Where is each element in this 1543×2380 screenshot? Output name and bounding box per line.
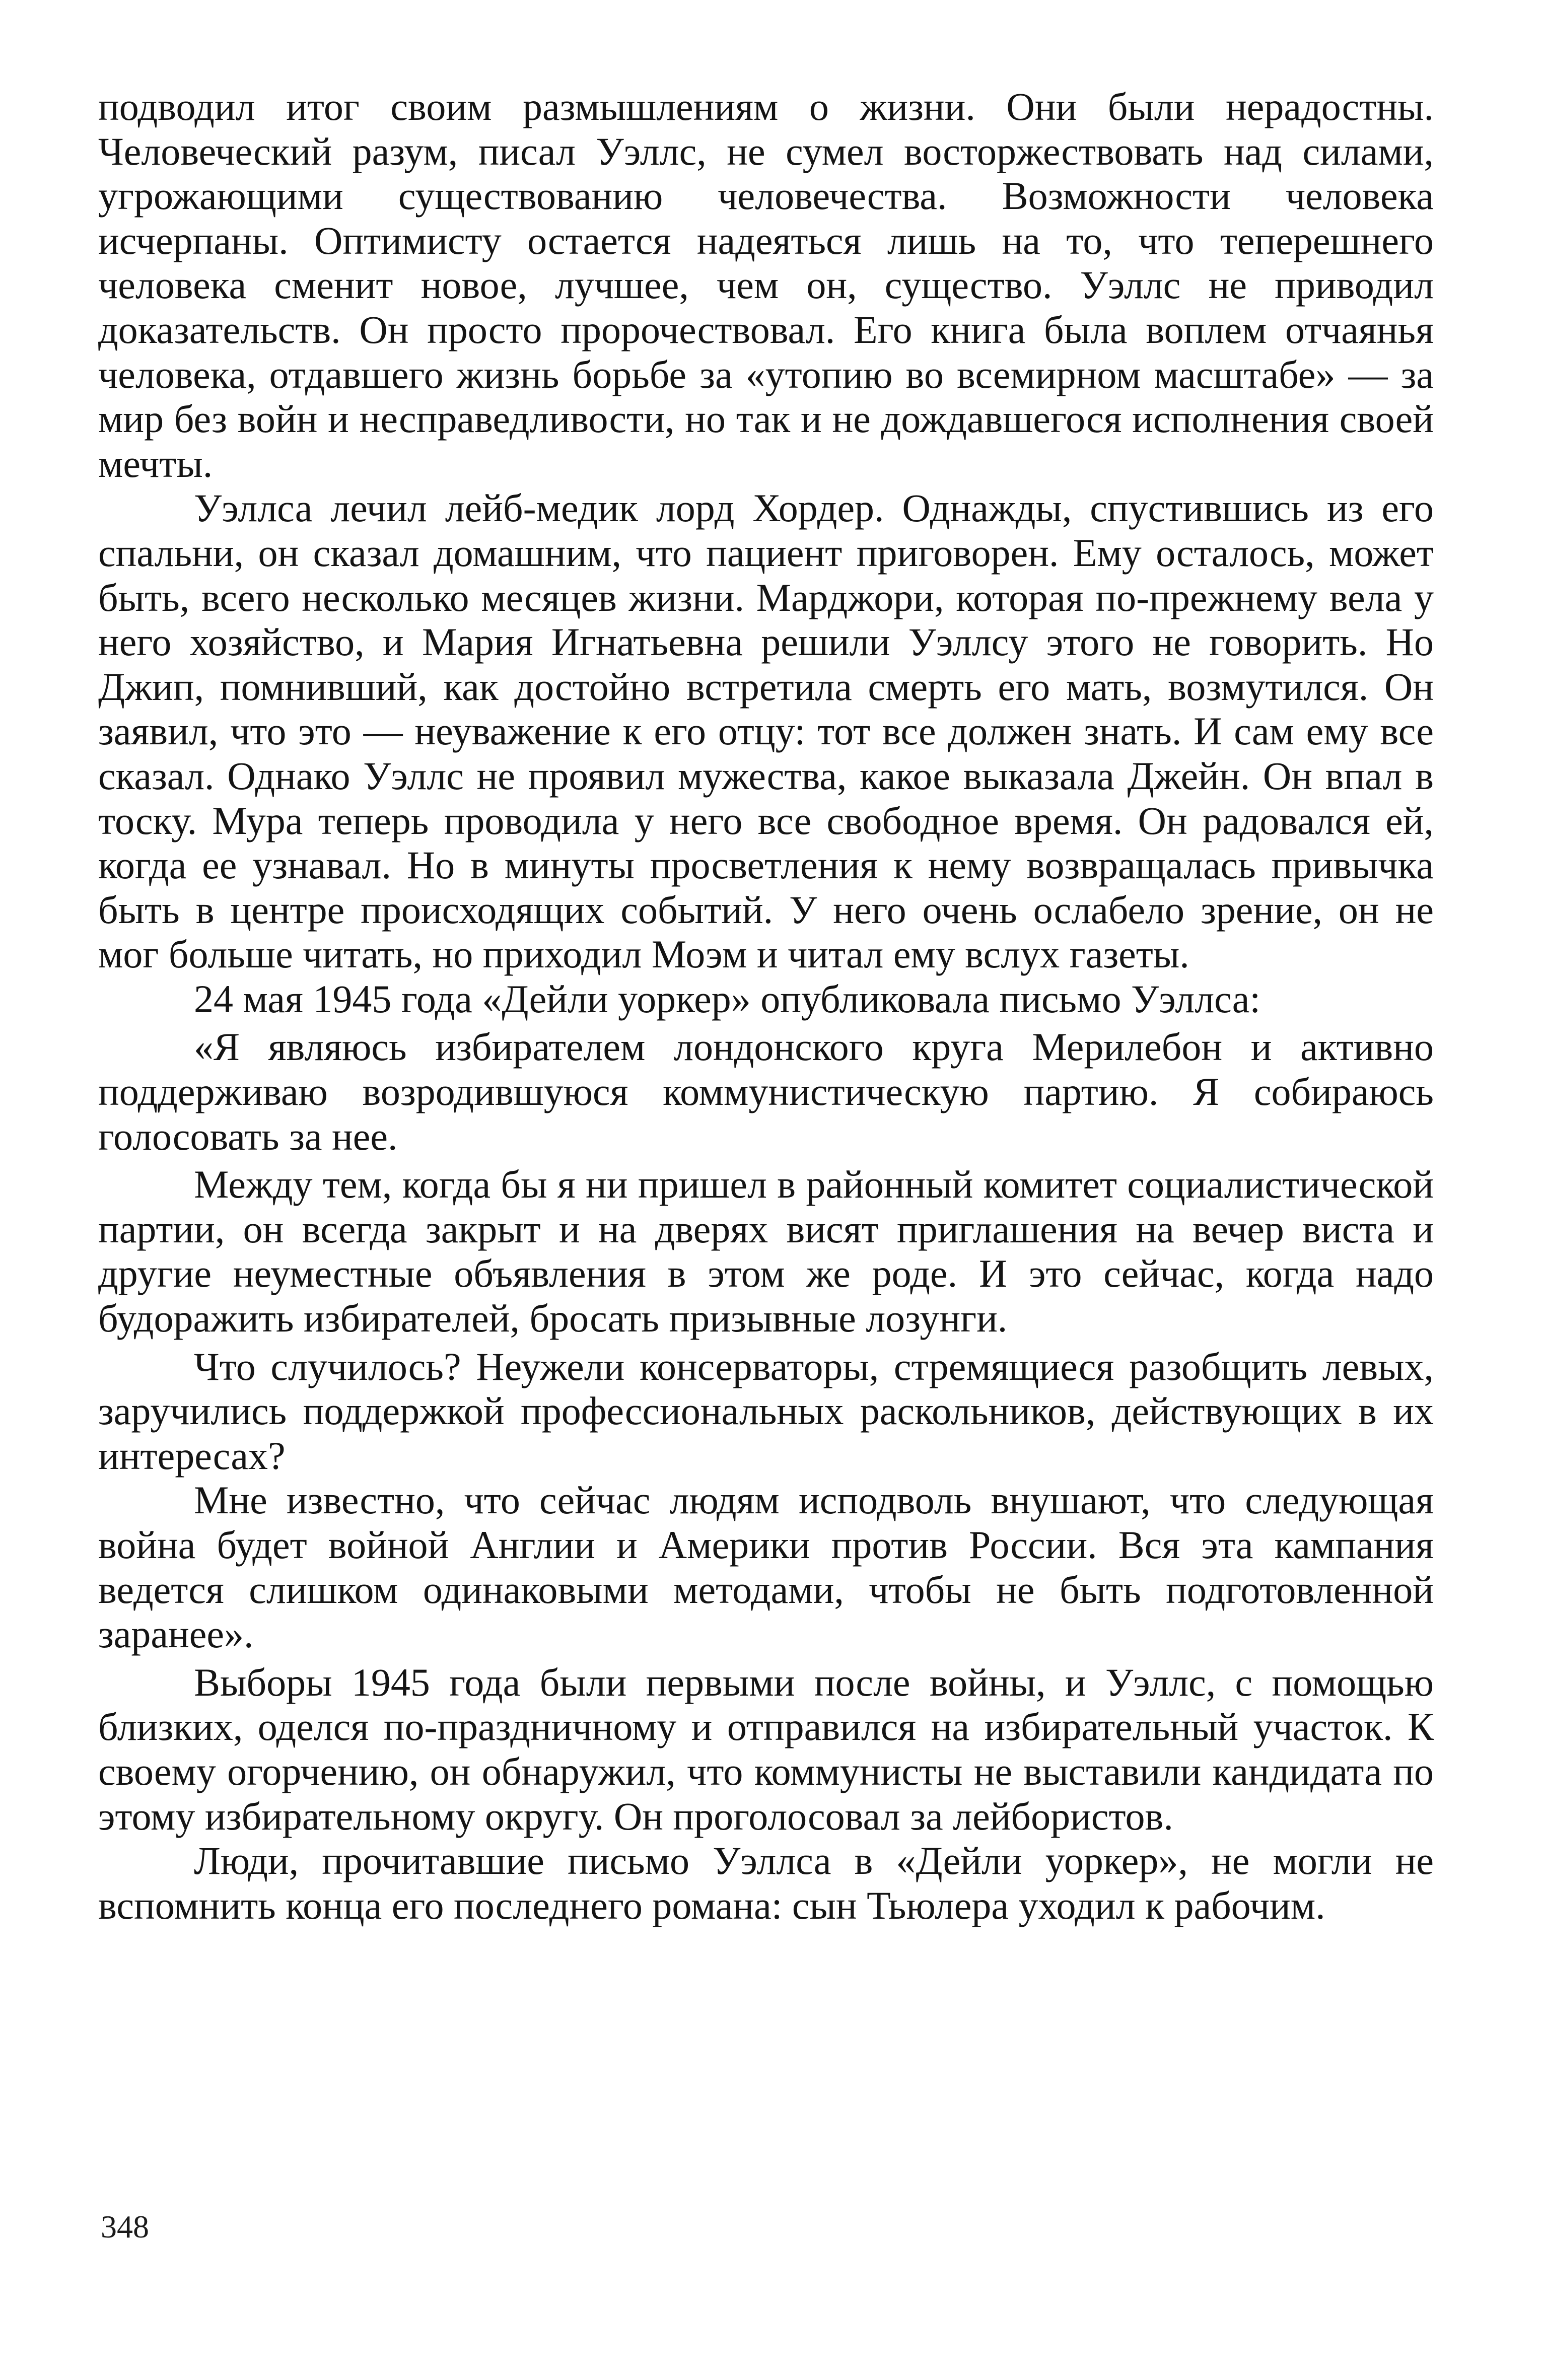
paragraph-6: Что случилось? Неужели консерваторы, стремящиеся разобщить левых, заручились поддержкой профессиональных раскольников, действующих в их интересах? [98, 1344, 1434, 1478]
paragraph-4-letter-start: «Я являюсь избирателем лондонского круга Мерилебон и активно поддерживаю возродившуюся коммунистическую партию. Я собираюсь голосовать за нее. [98, 1025, 1434, 1158]
paragraph-5: Между тем, когда бы я ни пришел в районный комитет социалистической партии, он всегда закрыт и на дверях висят приглашения на вечер виста и другие неуместные объявления в этом же роде. И это сейчас, когда надо будоражить избирателей, бросать призывные лозунги. [98, 1162, 1434, 1341]
paragraph-7-letter-end: Мне известно, что сейчас людям исподволь внушают, что следующая война будет войной Англии и Америки против России. Вся эта кампания ведется слишком одинаковыми методами, чтобы не быть подготовленной заранее». [98, 1478, 1434, 1656]
paragraph-8: Выборы 1945 года были первыми после войны, и Уэллс, с помощью близких, оделся по-праздничному и отправился на избирательный участок. К своему огорчению, он обнаружил, что коммунисты не выставили кандидата по этому избирательному округу. Он проголосовал за лейбористов. [98, 1660, 1434, 1838]
page-number: 348 [101, 2209, 149, 2245]
paragraph-3: 24 мая 1945 года «Дейли уоркер» опубликовала письмо Уэллса: [194, 976, 1260, 1021]
page-text [98, 85, 1434, 2300]
paragraph-1: подводил итог своим размышлениям о жизни. Они были нерадостны. Человеческий разум, писал Уэллс, не сумел восторжествовать над силами, угрожающими существованию человечества. Возможности человека исчерпаны. Оптимисту остается надеяться лишь на то, что теперешнего человека сменит новое, лучшее, чем он, существо. Уэллс не приводил доказательств. Он просто пророчествовал. Его книга была воплем отчаянья человека, отдавшего жизнь борьбе за «утопию во всемирном масштабе» — за мир без войн и несправедливости, но так и не дождавшегося исполнения своей мечты. [98, 85, 1434, 485]
paragraph-2: Уэллса лечил лейб-медик лорд Хордер. Однажды, спустившись из его спальни, он сказал домашним, что пациент приговорен. Ему осталось, может быть, всего несколько месяцев жизни. Марджори, которая по-прежнему вела у него хозяйство, и Мария Игнатьевна решили Уэллсу этого не говорить. Но Джип, помнивший, как достойно встретила смерть его мать, возмутился. Он заявил, что это — неуважение к его отцу: тот все должен знать. И сам ему все сказал. Однако Уэллс не проявил мужества, какое выказала Джейн. Он впал в тоску. Мура теперь проводила у него все свободное время. Он радовался ей, когда ее узнавал. Но в минуты просветления к нему возвращалась привычка быть в центре происходящих событий. У него очень ослабело зрение, он не мог больше читать, но приходил Моэм и читал ему вслух газеты. [98, 486, 1434, 976]
paragraph-9: Люди, прочитавшие письмо Уэллса в «Дейли уоркер», не могли не вспомнить конца его последнего романа: сын Тьюлера уходил к рабочим. [98, 1839, 1434, 1927]
